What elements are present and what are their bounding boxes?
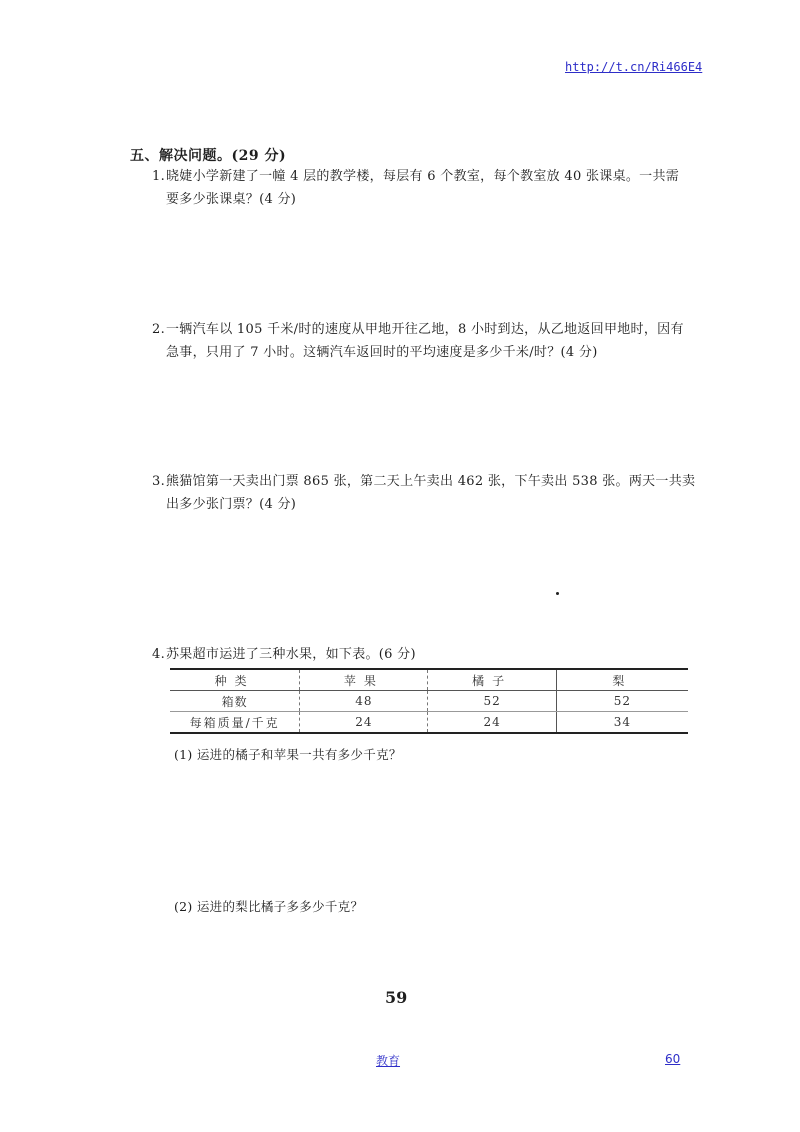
question-text: 熊猫馆第一天卖出门票 865 张，第二天上午卖出 462 张，下午卖出 538 张。两天一共卖: [166, 474, 696, 489]
question-text-continued: 要多少张课桌？(4 分): [166, 192, 297, 207]
question-4: [152, 643, 697, 666]
table-cell: 52: [556, 691, 688, 712]
question-text: 一辆汽车以 105 千米/时的速度从甲地开往乙地，8 小时到达，从乙地返回甲地时，因有: [166, 322, 684, 337]
question-number: 2.: [152, 322, 166, 337]
table-cell: 52: [428, 691, 556, 712]
header-link[interactable]: http://t.cn/Ri466E4: [565, 60, 703, 74]
table-header-cell: 梨: [556, 669, 688, 691]
subquestion-2: (2) 运进的梨比橘子多多少千克？: [174, 899, 364, 914]
table-cell: 24: [428, 712, 556, 734]
subquestion-1: (1) 运进的橘子和苹果一共有多少千克？: [174, 747, 402, 762]
question-1: [152, 165, 697, 211]
page-number: 59: [385, 988, 408, 1007]
question-number: 3.: [152, 474, 166, 489]
table-header-cell: 种类: [170, 669, 300, 691]
footer-link-right[interactable]: 60: [665, 1052, 681, 1066]
question-2: [152, 318, 697, 364]
table-header-cell: 苹果: [300, 669, 428, 691]
section-title: 五、解决问题。(29 分): [130, 148, 287, 164]
table-row: [170, 712, 688, 734]
question-number: 1.: [152, 169, 166, 184]
question-number: 4.: [152, 647, 166, 662]
table-row: [170, 691, 688, 712]
table-cell: 48: [300, 691, 428, 712]
question-text: 苏果超市运进了三种水果，如下表。(6 分): [166, 647, 416, 662]
table-cell: 箱数: [170, 691, 300, 712]
question-text: 晓婕小学新建了一幢 4 层的教学楼，每层有 6 个教室，每个教室放 40 张课桌。一共需: [166, 169, 680, 184]
table-cell: 24: [300, 712, 428, 734]
table-cell: 每箱质量/千克: [170, 712, 300, 734]
question-text-continued: 出多少张门票？(4 分): [166, 497, 297, 512]
table-cell: 34: [556, 712, 688, 734]
scan-speck: [556, 592, 559, 595]
table-header-cell: 橘子: [428, 669, 556, 691]
footer-link-left[interactable]: 教育: [376, 1054, 401, 1068]
fruit-table: [170, 668, 688, 734]
question-text-continued: 急事，只用了 7 小时。这辆汽车返回时的平均速度是多少千米/时？(4 分): [166, 345, 598, 360]
question-3: [152, 470, 697, 516]
table-header-row: [170, 669, 688, 691]
